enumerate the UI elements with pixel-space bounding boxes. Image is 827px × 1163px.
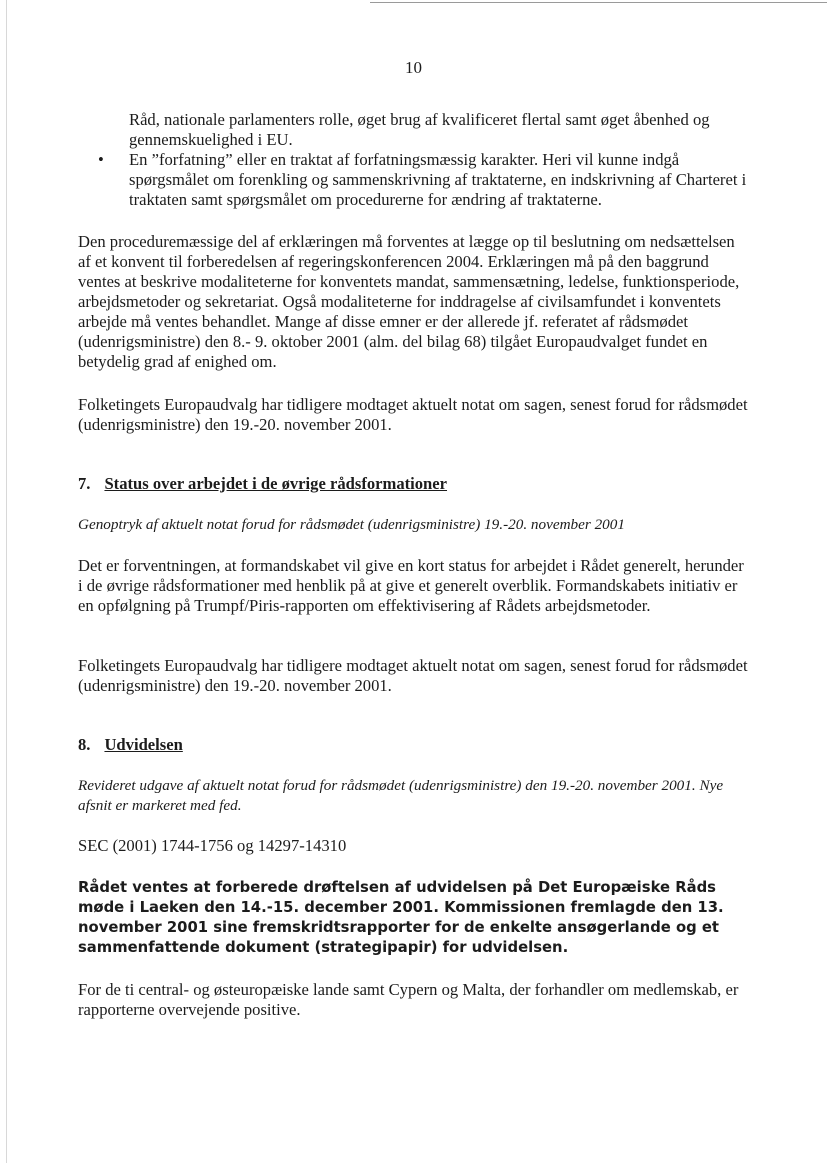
section-8-bold-paragraph: Rådet ventes at forberede drøftelsen af udvidelsen på Det Europæiske Råds møde i Laeken den 14.-15. december 2001. Kommissionen fremlagde den 13. november 2001 sine fremskridtsrapporter for de enkelte ansøgerlande og et sammenfattende dokument (strategipapir) for udvidelsen.	[78, 879, 724, 956]
page-number: 10	[405, 58, 422, 77]
section-7-paragraph-1: Det er forventningen, at formandskabet vil give en kort status for arbejdet i Rådet generelt, herunder i de øvrige rådsformationer med henblik på at give et generelt overblik. Formandskabets initiativ er en opfølgning på Trumpf/Piris-rapporten om effektivisering af Rådets arbejdsmetoder.	[78, 556, 744, 615]
paragraph-folketing-1: Folketingets Europaudvalg har tidligere modtaget aktuelt notat om sagen, senest forud for rådsmødet (udenrigsministre) den 19.-20. november 2001.	[78, 395, 748, 434]
section-8-subtitle: Revideret udgave af aktuelt notat forud for rådsmødet (udenrigsministre) den 19.-20. november 2001. Nye afsnit er markeret med fed.	[78, 777, 724, 814]
section-7-paragraph-2: Folketingets Europaudvalg har tidligere modtaget aktuelt notat om sagen, senest forud for rådsmødet (udenrigsministre) den 19.-20. november 2001.	[78, 656, 748, 695]
section-7-heading	[78, 474, 447, 494]
section-8-paragraph-last: For de ti central- og østeuropæiske lande samt Cypern og Malta, der forhandler om medlemskab, er rapporterne overvejende positive.	[78, 980, 739, 1019]
section-7-subtitle: Genoptryk af aktuelt notat forud for rådsmødet (udenrigsministre) 19.-20. november 2001	[78, 516, 625, 533]
section-8-reference: SEC (2001) 1744-1756 og 14297-14310	[78, 836, 347, 855]
section-7-number: 7.	[78, 474, 91, 493]
section-7-title: Status over arbejdet i de øvrige rådsformationer	[104, 474, 448, 493]
bullet-icon: •	[98, 150, 104, 169]
section-8-number: 8.	[78, 735, 91, 754]
section-8-heading	[78, 735, 183, 755]
bullet-text: En ”forfatning” eller en traktat af forfatningsmæssig karakter. Heri vil kunne indgå spørgsmålet om forenkling og sammenskrivning af traktaterne, en indskrivning af Charteret i traktaten samt spørgsmålet om procedurerne for ændring af traktaterne.	[129, 150, 747, 209]
left-edge	[6, 0, 7, 1163]
continued-text: Råd, nationale parlamenters rolle, øget brug af kvalificeret flertal samt øget åbenhed og gennemskuelighed i EU.	[129, 110, 710, 149]
top-rule	[370, 2, 827, 3]
paragraph-procedure: Den proceduremæssige del af erklæringen må forventes at lægge op til beslutning om nedsættelsen af et konvent til forberedelsen af regeringskonferencen 2004. Erklæringen må på den baggrund ventes at beskrive modaliteterne for konventets mandat, sammensætning, ledelse, funktionsperiode, arbejdsmetoder og sekretariat. Også modaliteterne for inddragelse af civilsamfundet i konventets arbejde må ventes behandlet. Mange af disse emner er der allerede jf. referatet af rådsmødet (udenrigsministre) den 8.- 9. oktober 2001 (alm. del bilag 68) tilgået Europaudvalget fundet en betydelig grad af enighed om.	[78, 232, 740, 371]
section-8-title: Udvidelsen	[104, 735, 183, 754]
